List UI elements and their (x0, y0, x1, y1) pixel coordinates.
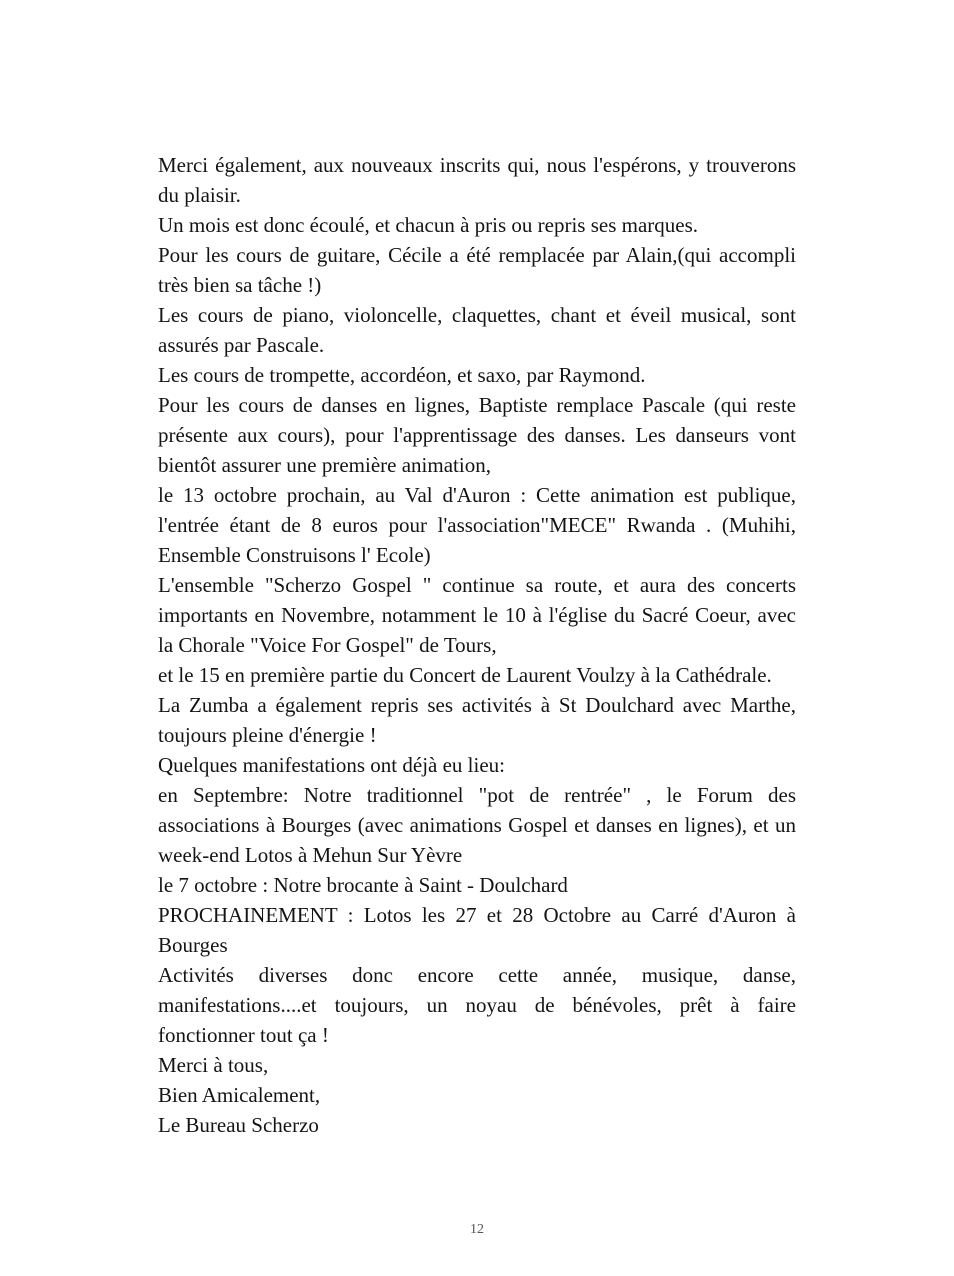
paragraph: Activités diverses donc encore cette année, musique, danse, manifestations....et toujours, un noyau de bénévoles, prêt à faire fonctionner tout ça ! (158, 963, 796, 1047)
closing-line: Bien Amicalement, (158, 1083, 321, 1107)
paragraph: Un mois est donc écoulé, et chacun à pris ou repris ses marques. (158, 213, 699, 237)
paragraph: Merci également, aux nouveaux inscrits qui, nous l'espérons, y trouverons du plaisir. (158, 153, 796, 207)
paragraph: La Zumba a également repris ses activités à St Doulchard avec Marthe, toujours pleine d'énergie ! (158, 693, 796, 747)
paragraph: Les cours de trompette, accordéon, et saxo, par Raymond. (158, 363, 646, 387)
paragraph: le 13 octobre prochain, au Val d'Auron : Cette animation est publique, l'entrée étant de 8 euros pour l'association"MECE" Rwanda . (Muhihi, Ensemble Construisons l' Ecole) (158, 483, 796, 567)
signature-line: Le Bureau Scherzo (158, 1113, 319, 1137)
body-text (158, 150, 796, 1140)
paragraph: Pour les cours de guitare, Cécile a été remplacée par Alain,(qui accompli très bien sa tâche !) (158, 243, 796, 297)
paragraph: Pour les cours de danses en lignes, Baptiste remplace Pascale (qui reste présente aux cours), pour l'apprentissage des danses. Les danseurs vont bientôt assurer une première animation, (158, 393, 796, 477)
page-number: 12 (470, 1222, 484, 1237)
closing-line: Merci à tous, (158, 1053, 269, 1077)
paragraph: Quelques manifestations ont déjà eu lieu: (158, 753, 505, 777)
paragraph: Les cours de piano, violoncelle, claquettes, chant et éveil musical, sont assurés par Pascale. (158, 303, 796, 357)
paragraph: en Septembre: Notre traditionnel "pot de rentrée" , le Forum des associations à Bourges (avec animations Gospel et danses en lignes), et un week-end Lotos à Mehun Sur Yèvre (158, 783, 796, 867)
paragraph: PROCHAINEMENT : Lotos les 27 et 28 Octobre au Carré d'Auron à Bourges (158, 903, 796, 957)
paragraph: et le 15 en première partie du Concert de Laurent Voulzy à la Cathédrale. (158, 663, 772, 687)
paragraph: L'ensemble "Scherzo Gospel " continue sa route, et aura des concerts importants en Novembre, notamment le 10 à l'église du Sacré Coeur, avec la Chorale "Voice For Gospel" de Tours, (158, 573, 796, 657)
paragraph: le 7 octobre : Notre brocante à Saint - Doulchard (158, 873, 568, 897)
